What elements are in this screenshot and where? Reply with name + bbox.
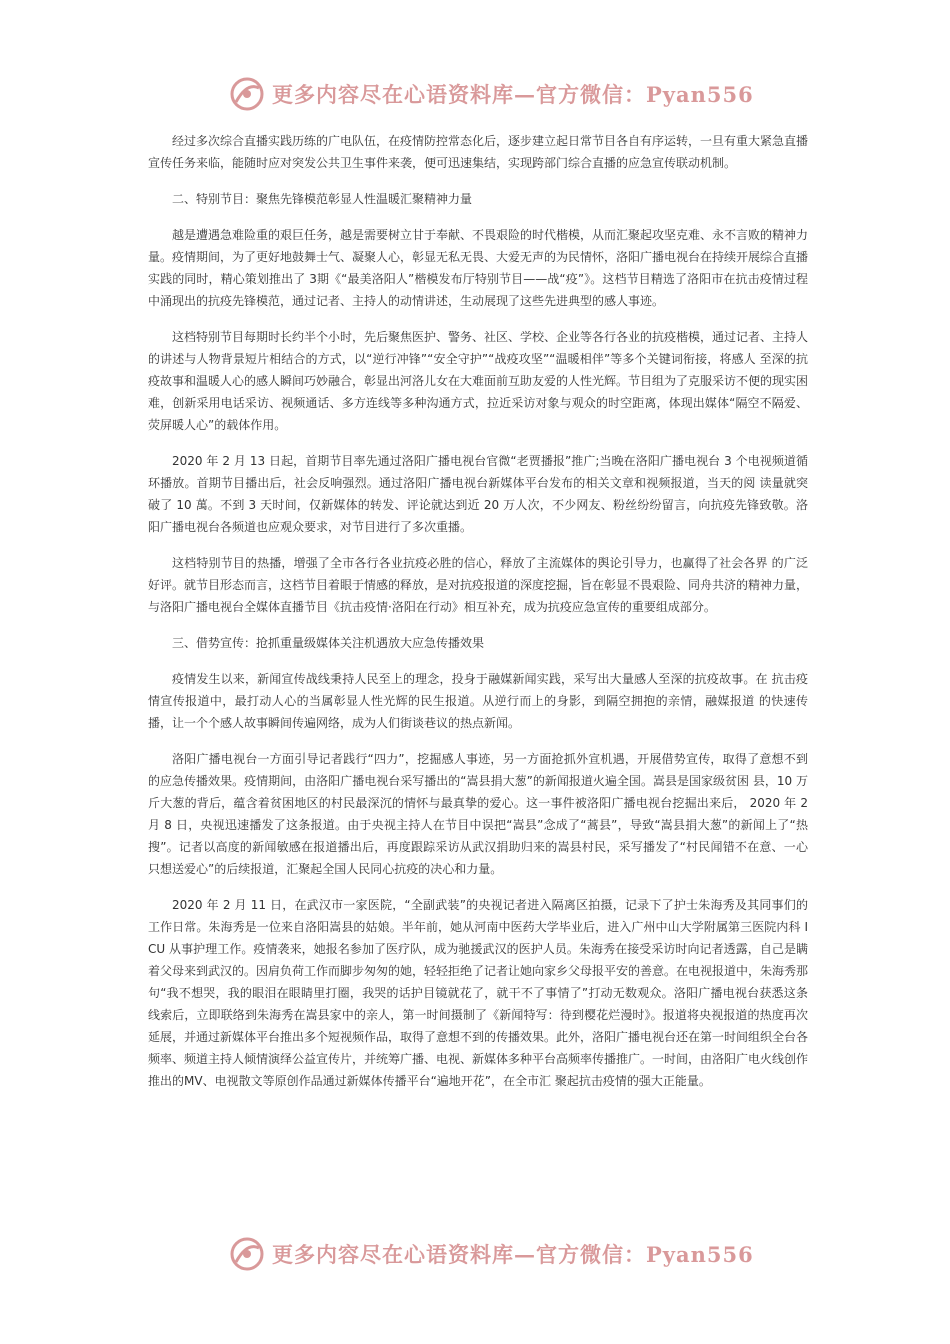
section-heading: 二、特别节目：聚焦先锋模范彰显人性温暖汇聚精神力量 [172, 192, 473, 206]
paragraph: 2020 年 2 月 11 日，在武汉市一家医院，“全副武装”的央视记者进入隔离区拍摄，记录下了护士朱海秀及其同事们的工作日常。朱海秀是一位来自洛阳嵩县的姑娘。半年前，她从河南中医药大学毕业后，进入广州中山大学附属第三医院内科 ICU 从事护理工作。疫情袭来，她报名参加了医疗队，成为驰援武汉的医护人员。朱海秀在接受采访时向记者透露，自己是瞒着父母来到武汉的。因肩负荷工作而脚步匆匆的她，轻轻拒绝了记者让她向家乡父母报平安的善意。在电视报道中，朱海秀那句“我不想哭，我的眼泪在眼睛里打圈，我哭的话护目镜就花了，就干不了事情了”打动无数观众。洛阳广播电视台获悉这条线索后，立即联络到朱海秀在嵩县家中的亲人，第一时间摄制了《新闻特写：待到樱花烂漫时》。报道将央视报道的热度再次延展，并通过新媒体平台推出多个短视频作品，取得了意想不到的传播效果。此外，洛阳广播电视台还在第一时间组织全台各频率、频道主持人倾情演绎公益宣传片，并统筹广播、电视、新媒体多种平台高频率传播推广。一时间，由洛阳广电火线创作推出的MV、电视散文等原创作品通过新媒体传播平台“遍地开花”，在全市汇 聚起抗击疫情的强大正能量。 [148, 898, 809, 1088]
brand-logo-icon [228, 76, 266, 112]
paragraph: 这档特别节目的热播，增强了全市各行各业抗疫必胜的信心，释放了主流媒体的舆论引导力，也赢得了社会各界 的广泛好评。就节目形态而言，这档节目着眼于情感的释放，是对抗疫报道的深度挖掘，旨在彰显不畏艰险、同舟共济的精神力量，与洛阳广播电视台全媒体直播节目《抗击疫情·洛阳在行动》相互补充，成为抗疫应急宣传的重要组成部分。 [148, 556, 809, 614]
paragraph: 经过多次综合直播实践历练的广电队伍，在疫情防控常态化后，逐步建立起日常节目各自有序运转，一旦有重大紧急直播宣传任务来临，能随时应对突发公共卫生事件来袭，便可迅速集结，实现跨部门综合直播的应急宣传联动机制。 [148, 134, 809, 170]
header-banner [0, 74, 950, 114]
paragraph: 2020 年 2 月 13 日起，首期节目率先通过洛阳广播电视台官微“老贾播报”推广;当晚在洛阳广播电视台 3 个电视频道循环播放。首期节目播出后，社会反响强烈。通过洛阳广播电视台新媒体平台发布的相关文章和视频报道，当天的阅 读量就突破了 10 萬。不到 3 天时间，仅新媒体的转发、评论就达到近 20 万人次，不少网友、粉丝纷纷留言，向抗疫先锋致敬。洛阳广播电视台各频道也应观众要求，对节目进行了多次重播。 [148, 454, 808, 534]
section-heading: 三、借势宣传：抢抓重量级媒体关注机遇放大应急传播效果 [172, 636, 485, 650]
paragraph: 疫情发生以来，新闻宣传战线秉持人民至上的理念，投身于融媒新闻实践，采写出大量感人至深的抗疫故事。在 抗击疫情宣传报道中，最打动人心的当属彰显人性光辉的民生报道。从逆行而上的身影，到隔空拥抱的亲情，融媒报道 的快速传播，让一个个感人故事瞬间传遍网络，成为人们街谈巷议的热点新闻。 [148, 672, 808, 730]
paragraph: 这档特别节目每期时长约半个小时，先后聚焦医护、警务、社区、学校、企业等各行各业的抗疫楷模，通过记者、主持人的讲述与人物背景短片相结合的方式，以“逆行冲锋”“安全守护”“战疫攻坚”“温暖相伴”等多个关键词衔接，将感人 至深的抗疫故事和温暖人心的感人瞬间巧妙融合，彰显出河洛儿女在大难面前互助友爱的人性光辉。节目组为了克服采访不便的现实困难，创新采用电话采访、视频通话、多方连线等多种沟通方式，拉近采访对象与观众的时空距离，体现出媒体“隔空不隔爱、荧屏暖人心”的载体作用。 [148, 330, 809, 432]
banner-text: 更多内容尽在心语资料库—官方微信：Pyan556 [272, 82, 754, 107]
banner-text: 更多内容尽在心语资料库—官方微信：Pyan556 [272, 1242, 754, 1267]
footer-banner [0, 1234, 950, 1274]
brand-logo-icon [228, 1236, 266, 1272]
paragraph: 越是遭遇急难险重的艰巨任务，越是需要树立甘于奉献、不畏艰险的时代楷模，从而汇聚起攻坚克难、永不言败的精神力量。疫情期间，为了更好地鼓舞士气、凝聚人心，彰显无私无畏、大爱无声的为民情怀，洛阳广播电视台在持续开展综合直播实践的同时，精心策划推出了 3期《“最美洛阳人”楷模发布厅特别节目——战“疫”》。这档节目精选了洛阳市在抗击疫情过程中涌现出的抗疫先锋模范，通过记者、主持人的动情讲述，生动展现了这些先进典型的感人事迹。 [148, 228, 809, 308]
paragraph: 洛阳广播电视台一方面引导记者践行“四力”，挖掘感人事迹，另一方面抢抓外宣机遇，开展借势宣传，取得了意想不到的应急传播效果。疫情期间，由洛阳广播电视台采写播出的“嵩县捐大葱”的新闻报道火遍全国。嵩县是国家级贫困 县，10 万斤大葱的背后，蕴含着贫困地区的村民最深沉的情怀与最真挚的爱心。这一事件被洛阳广播电视台挖掘出来后， 2020 年 2 月 8 日，央视迅速播发了这条报道。由于央视主持人在节目中误把“嵩县”念成了“蒿县”，导致“嵩县捐大葱”的新闻上了“热搜”。记者以高度的新闻敏感在报道播出后，再度跟踪采访从武汉捐助归来的嵩县村民，采写播发了“村民闻错不在意、一心只想送爱心”的后续报道，汇聚起全国人民同心抗疫的决心和力量。 [148, 752, 808, 876]
document-body [148, 130, 808, 1106]
